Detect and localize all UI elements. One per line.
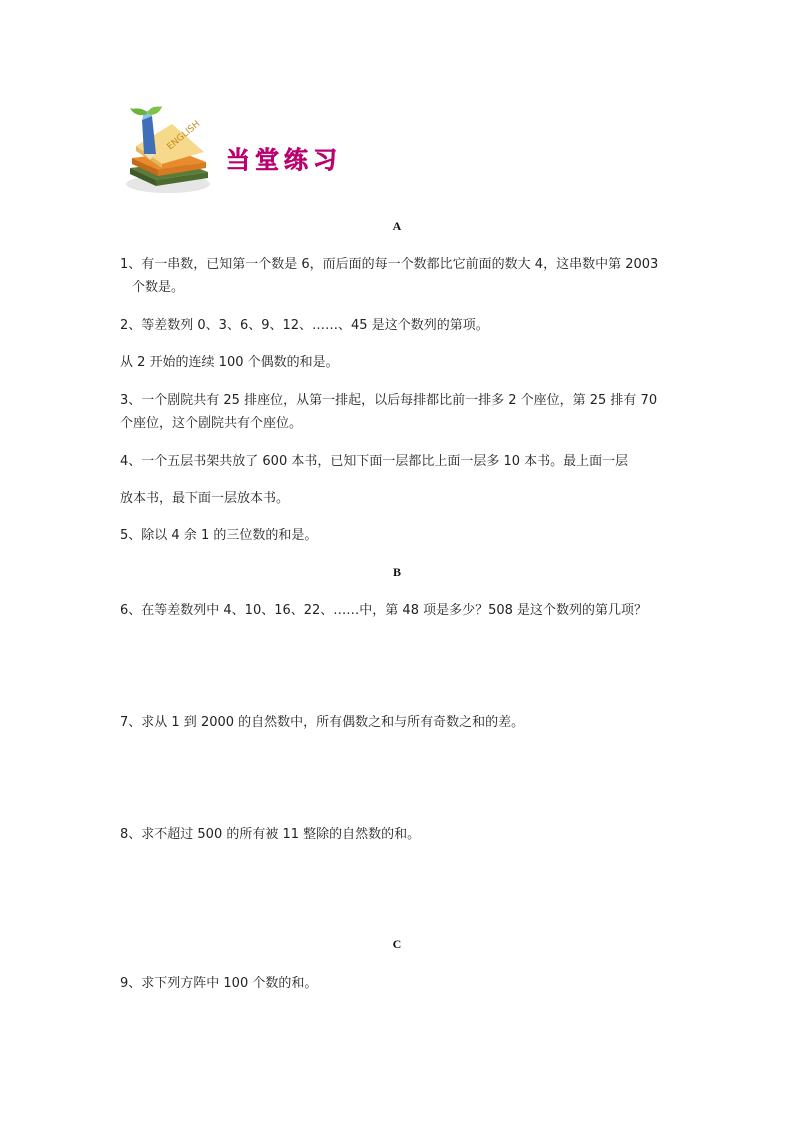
question-7: 7、求从 1 到 2000 的自然数中，所有偶数之和与所有奇数之和的差。	[120, 715, 525, 730]
books-pencil-icon	[122, 106, 214, 194]
page-title: 当堂练习	[226, 145, 342, 174]
question-3-line-1: 3、一个剧院共有 25 排座位，从第一排起，以后每排都比前一排多 2 个座位，第 25 排有 70	[120, 393, 658, 408]
question-8: 8、求不超过 500 的所有被 11 整除的自然数的和。	[120, 827, 421, 842]
section-c-heading: C	[392, 937, 402, 951]
question-2b: 从 2 开始的连续 100 个偶数的和是。	[120, 355, 339, 370]
question-9: 9、求下列方阵中 100 个数的和。	[120, 976, 318, 991]
section-a-heading: A	[392, 219, 402, 233]
question-3-line-2: 个座位，这个剧院共有个座位。	[120, 416, 303, 431]
question-6: 6、在等差数列中 4、10、16、22、……中，第 48 项是多少？508 是这个数列的第几项？	[120, 603, 648, 618]
svg-text:ENGLISH: ENGLISH	[165, 119, 203, 153]
question-1-line-1: 1、有一串数，已知第一个数是 6，而后面的每一个数都比它前面的数大 4，这串数中第 2003	[120, 257, 659, 272]
question-1-line-2: 个数是。	[132, 280, 185, 295]
question-4-line-2: 放本书，最下面一层放本书。	[120, 491, 290, 506]
question-4-line-1: 4、一个五层书架共放了 600 本书，已知下面一层都比上面一层多 10 本书。最上面一层	[120, 454, 629, 469]
question-5: 5、除以 4 余 1 的三位数的和是。	[120, 528, 318, 543]
question-2: 2、等差数列 0、3、6、9、12、……、45 是这个数列的第项。	[120, 318, 489, 333]
section-b-heading: B	[392, 565, 401, 579]
